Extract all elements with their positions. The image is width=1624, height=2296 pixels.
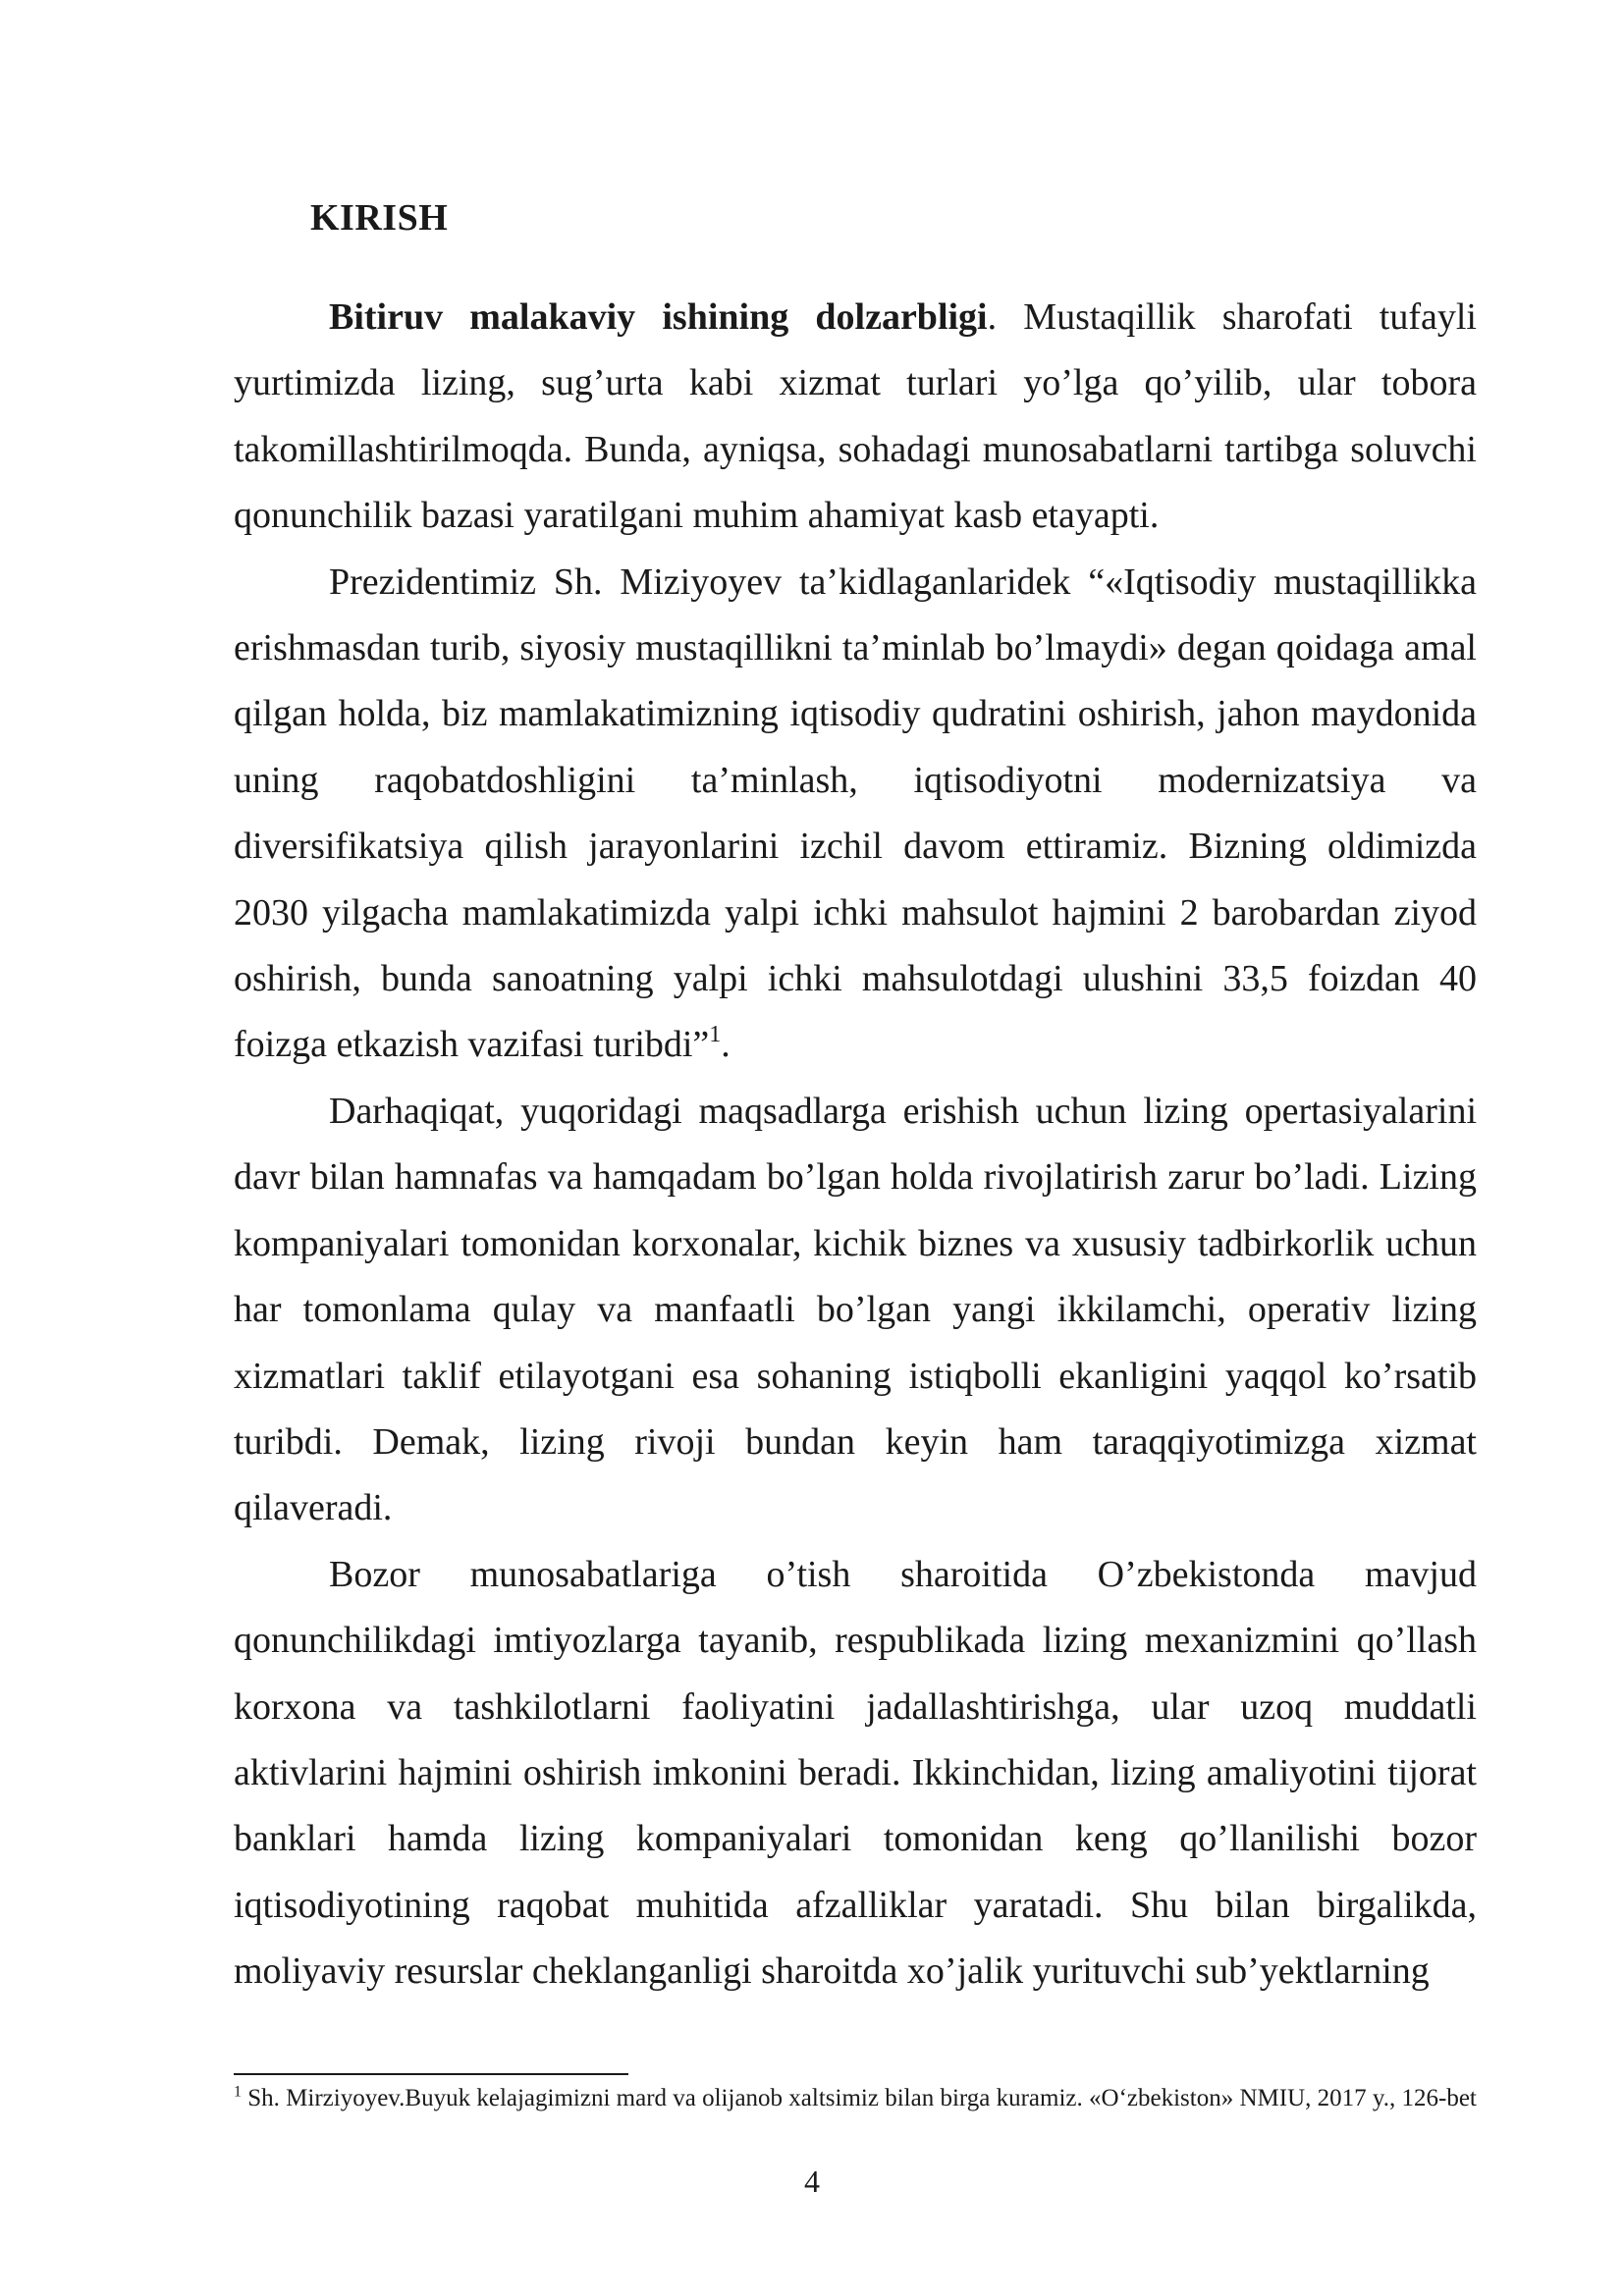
paragraph-tail: . — [721, 1024, 731, 1066]
paragraph-leasing-development — [234, 1079, 1477, 1542]
paragraph-text: Bozor munosabatlariga o’tish sharoitida O’zbekistonda mavjud qonunchilikdagi imtiyozlarga tayanib, respublikada lizing mexanizmini qo’llash korxona va tashkilotlarni faoliyatini jadallashtirishga, ular uzoq muddatli aktivlarini hajmini oshirish imkonini beradi. Ikkinchidan, lizing amaliyotini tijorat banklari hamda lizing kompaniyalari tomonidan keng qo’llanilishi bozor iqtisodiyotining raqobat muhitida afzalliklar yaratadi. Shu bilan birgalikda, moliyaviy resurslar cheklanganligi sharoitda xo’jalik yurituvchi sub’yektlarning — [234, 1553, 1477, 1993]
paragraph-text: . Mustaqillik sharofati tufayli yurtimizda lizing, sug’urta kabi xizmat turlari yo’lga qo’yilib, ular tobora takomillashtirilmoqda. Bunda, ayniqsa, sohadagi munosabatlarni tartibga soluvchi qonunchilik bazasi yaratilgani muhim ahamiyat kasb etayapti. — [234, 296, 1477, 537]
section-heading: KIRISH — [310, 197, 449, 239]
paragraph-text: Prezidentimiz Sh. Miziyoyev ta’kidlaganlaridek “«Iqtisodiy mustaqillikka erishmasdan turib, siyosiy mustaqillikni ta’minlab bo’lmaydi» degan qoidaga amal qilgan holda, biz mamlakatimizning iqtisodiy qudratini oshirish, jahon maydonida uning raqobatdoshligini ta’minlash, iqtisodiyotni modernizatsiya va diversifikatsiya qilish jarayonlarini izchil davom ettiramiz. Bizning oldimizda 2030 yilgacha mamlakatimizda yalpi ichki mahsulot hajmini 2 barobardan ziyod oshirish, bunda sanoatning yalpi ichki mahsulotdagi ulushini 33,5 foizdan 40 foizga etkazish vazifasi turibdi” — [234, 561, 1477, 1066]
paragraph-text: Darhaqiqat, yuqoridagi maqsadlarga erishish uchun lizing opertasiyalarini davr bilan hamnafas va hamqadam bo’lgan holda rivojlatirish zarur bo’ladi. Lizing kompaniyalari tomonidan korxonalar, kichik biznes va xususiy tadbirkorlik uchun har tomonlama qulay va manfaatli bo’lgan yangi ikkilamchi, operativ lizing xizmatlari taklif etilayotgani esa sohaning istiqbolli ekanligini yaqqol ko’rsatib turibdi. Demak, lizing rivoji bundan keyin ham taraqqiyotimizga xizmat qilaveradi. — [234, 1090, 1477, 1529]
page-number: 4 — [804, 2163, 820, 2199]
footnote-reference: 1 — [709, 1021, 722, 1047]
paragraph-market-relations — [234, 1542, 1477, 2005]
paragraph-relevance — [234, 285, 1477, 550]
paragraph-president-quote — [234, 550, 1477, 1079]
paragraph-lead-bold: Bitiruv malakaviy ishining dolzarbligi — [329, 296, 988, 338]
footnote-number: 1 — [234, 2083, 242, 2101]
footnote-separator — [234, 2073, 628, 2075]
body-text — [234, 285, 1477, 2005]
footnote-text: Sh. Mirziyoyev.Buyuk kelajagimizni mard va olijanob xaltsimiz bilan birga kuramiz. «O‘zbekiston» NMIU, 2017 y., 126-bet — [242, 2085, 1477, 2111]
footnote — [234, 2083, 1477, 2113]
